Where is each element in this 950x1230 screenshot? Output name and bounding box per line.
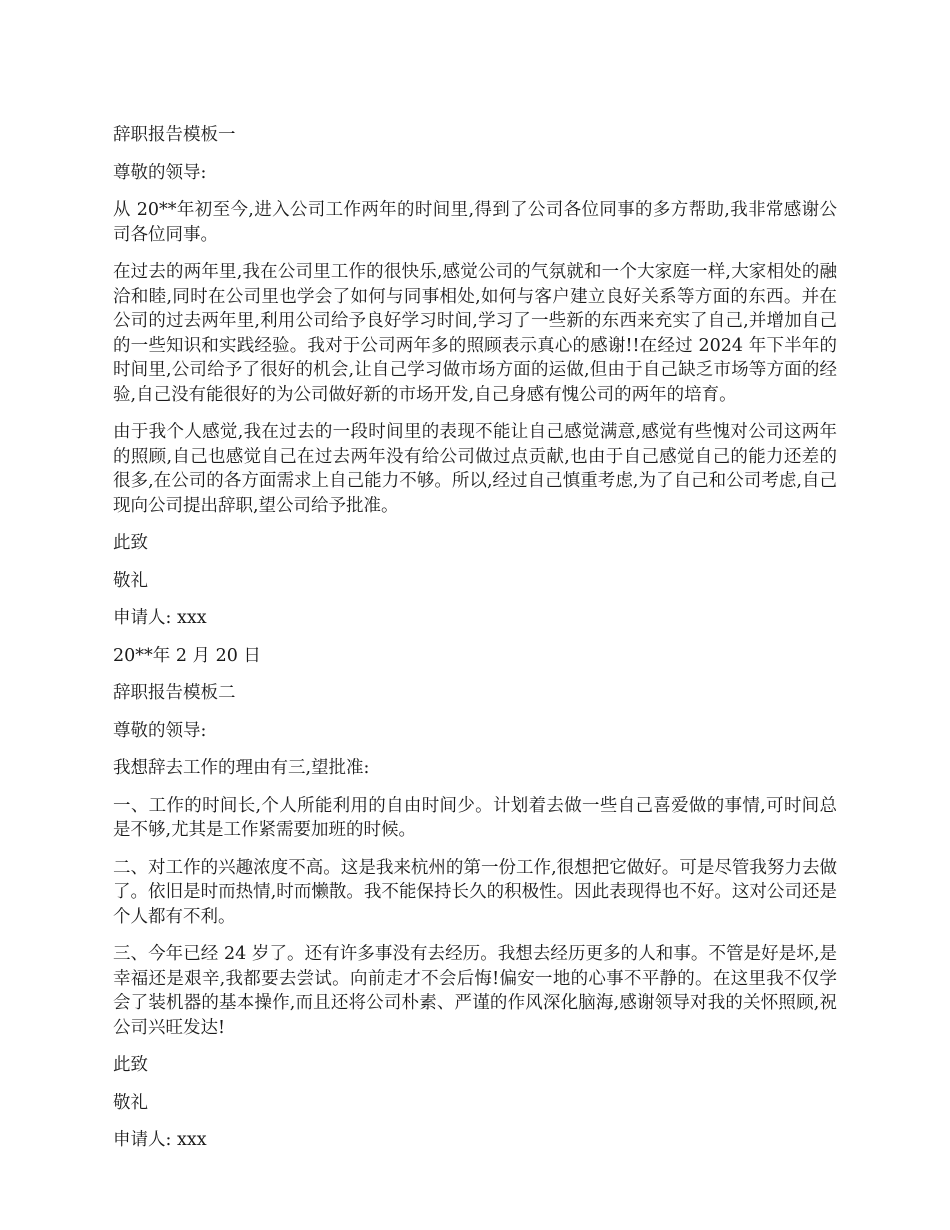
applicant-signature: 申请人: xxx: [113, 1130, 207, 1150]
salutation-one: 尊敬的领导:: [113, 162, 207, 183]
reason-paragraph: 一、工作的时间长,个人所能利用的自由时间少。计划着去做一些自己喜爱做的事情,可时间总是不够,尤其是工作紧需要加班的时候。: [113, 795, 837, 840]
letter-date: 20**年 2 月 20 日: [113, 645, 261, 666]
body-paragraph: 从 20**年初至今,进入公司工作两年的时间里,得到了公司各位同事的多方帮助,我非常感谢公司各位同事。: [113, 200, 837, 245]
applicant-signature: 申请人: xxx: [113, 608, 207, 628]
closing-regards: 敬礼: [113, 570, 148, 591]
body-paragraph: 由于我个人感觉,我在过去的一段时间里的表现不能让自己感觉满意,感觉有些愧对公司这两年的照顾,自己也感觉自己在过去两年没有给公司做过点贡献,也由于自己感觉自己的能力还差的很多,在公司的各方面需求上自己能力不够。所以,经过自己慎重考虑,为了自己和公司考虑,自己现向公司提出辞职,望公司给予批准。: [113, 422, 837, 516]
body-paragraph: 我想辞去工作的理由有三,望批准:: [113, 758, 370, 778]
template-one-title: 辞职报告模板一: [113, 125, 236, 145]
closing-line: 此致: [113, 533, 148, 553]
body-paragraph: 在过去的两年里,我在公司里工作的很快乐,感觉公司的气氛就和一个大家庭一样,大家相处的融洽和睦,同时在公司里也学会了如何与同事相处,如何与客户建立良好关系等方面的东西。并在公司的过去两年里,利用公司给予良好学习时间,学习了一些新的东西来充实了自己,并增加自己的一些知识和实践经验。我对于公司两年多的照顾表示真心的感谢!!在经过 2024 年下半年的时间里,公司给予了很好的机会,让自己学习做市场方面的运做,但由于自己缺乏市场等方面的经验,自己没有能很好的为公司做好新的市场开发,自己身感有愧公司的两年的培育。: [113, 262, 837, 405]
closing-line: 此致: [113, 1055, 148, 1075]
template-two-title: 辞职报告模板二: [113, 683, 236, 703]
reason-paragraph: 三、今年已经 24 岁了。还有许多事没有去经历。我想去经历更多的人和事。不管是好是坏,是幸福还是艰辛,我都要去尝试。向前走才不会后悔!偏安一地的心事不平静的。在这里我不仅学会了装机器的基本操作,而且还将公司朴素、严谨的作风深化脑海,感谢领导对我的关怀照顾,祝公司兴旺发达!: [113, 944, 837, 1038]
reason-paragraph: 二、对工作的兴趣浓度不高。这是我来杭州的第一份工作,很想把它做好。可是尽管我努力去做了。依旧是时而热情,时而懒散。我不能保持长久的积极性。因此表现得也不好。这对公司还是个人都有不利。: [113, 857, 837, 927]
salutation-two: 尊敬的领导:: [113, 720, 207, 741]
closing-regards: 敬礼: [113, 1092, 148, 1113]
